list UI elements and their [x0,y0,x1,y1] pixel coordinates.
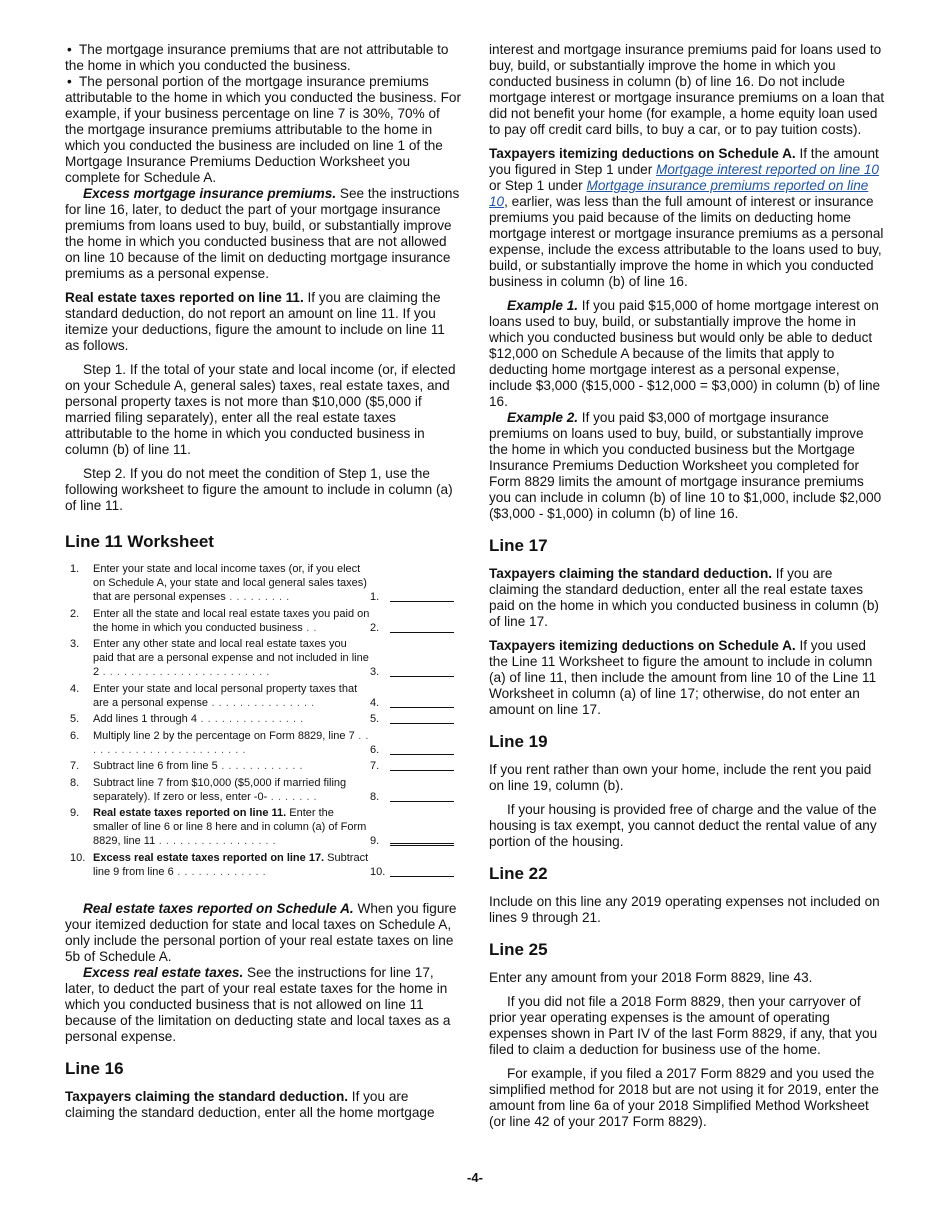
paragraph-text: or Step 1 under [489,178,587,193]
paragraph-text: If you are claiming the standard deduction, enter all the real estate taxes paid on the home in which you conducted business in column (b) of line 17. [489,566,879,629]
paragraph-text: If you paid $15,000 of home mortgage interest on loans used to buy, build, or substantially improve the home in which you conducted business but would only be able to deduct $12,000 on Schedule A because of the limits that apply to deducting home mortgage interest as a personal expense, include $3,000 ($15,000 - $12,000 = $3,000) in column (b) of line 16. [489,298,881,409]
paragraph-text: See the instructions for line 17, later, to deduct the part of your real estate taxes for the home in which you conducted business that is not allowed on line 11 because of the limitation on deducting state and local taxes as a personal expense. [65,964,451,1044]
line-11-worksheet [65,562,462,879]
link-mortgage-insurance-premiums[interactable]: Mortgage insurance premiums reported on line 10 [489,178,869,209]
worksheet-line-ref: 6. [370,743,380,756]
paragraph-line17-itemizing [489,638,886,718]
worksheet-entry-field[interactable] [390,682,454,708]
worksheet-row [65,806,462,848]
section-heading-line-22: Line 22 [489,864,548,883]
worksheet-line-text [93,637,370,679]
worksheet-line-text [93,562,370,604]
paragraph-text: , earlier, was less than the full amount of interest or insurance premiums you paid because of the limits on deducting home mortgage interest or mortgage insurance premiums as a personal expense, include the excess attributable to the loans used to buy, build, or substantially improve the home in which you conducted business in column (b) of line 16. [489,194,884,289]
run-in-heading: Taxpayers claiming the standard deduction. [489,566,773,581]
worksheet-entry-field[interactable] [390,851,454,877]
run-in-heading: Taxpayers itemizing deductions on Schedule A. [489,638,796,653]
leader-dots: . . . . . . . . . . . . . . . . . . . . . . . . [93,729,369,756]
paragraph-line22: Include on this line any 2019 operating expenses not included on lines 9 through 21. [489,894,880,925]
worksheet-line-ref: 3. [370,666,380,678]
leader-dots: . . . . . . . [267,790,318,803]
paragraph-line25-amount: Enter any amount from your 2018 Form 8829, line 43. [489,970,813,985]
bullet-item: • The mortgage insurance premiums that are not attributable to the home in which you conducted the business. [65,42,462,74]
step-1: Step 1. If the total of your state and local income (or, if elected on your Schedule A, general sales) taxes, real estate taxes, and personal property taxes is not more than $10,000 ($5,000 if married filing separately), enter all the real estate taxes attributable to the home in which you conducted business in column (b) of line 11. [65,362,456,457]
paragraph-excess-ret [65,965,462,1045]
leader-dots: . . . . . . . . . . . . . . . . . . . . . . . . [99,666,270,678]
leader-dots: . . . . . . . . . [225,591,290,603]
worksheet-line-text [93,729,370,757]
run-in-heading: Example 1. [507,298,579,313]
worksheet-instruction: Enter all the state and local real estate taxes you paid on the home in which you conducted business [93,607,370,634]
worksheet-row [65,607,462,635]
worksheet-line-ref: 9. [370,835,380,847]
paragraph-excess-mip [65,186,462,282]
leader-dots: . . [302,621,317,634]
run-in-heading: Taxpayers claiming the standard deduction. [65,1088,349,1104]
worksheet-line-number: 10. [70,851,86,864]
paragraph-text: If you used the Line 11 Worksheet to figure the amount to include in column (a) of line 11, then include the amount from line 10 of the Line 11 Worksheet in column (a) of line 17; otherwise, do not enter an amount on line 17. [489,638,877,717]
run-in-heading: Example 2. [507,410,579,425]
worksheet-instruction: Subtract line 6 from line 5 [93,760,218,772]
worksheet-instruction: Enter any other state and local real estate taxes you paid that are a personal expense and not included in line 2 [93,638,369,678]
worksheet-row [65,682,462,710]
paragraph-text: When you figure your itemized deduction for state and local taxes on Schedule A, only include the personal portion of your real estate taxes on line 5b of Schedule A. [65,900,457,964]
worksheet-line-ref: 4. [370,696,380,709]
worksheet-row [65,759,462,773]
run-in-heading: Taxpayers itemizing deductions on Schedule A. [489,146,796,161]
bullet-item: • The personal portion of the mortgage insurance premiums attributable to the home in which you conducted the business. For example, if your business percentage on line 7 is 30%, 70% of the mortgage insurance premiums attributable to the home in which you conducted the business are included on line 1 of the Mortgage Insurance Premiums Deduction Worksheet you complete for Schedule A. [65,74,462,186]
worksheet-instruction: Enter the smaller of line 6 or line 8 here and in column (a) of Form 8829, line 11 [93,807,367,847]
worksheet-row [65,729,462,757]
worksheet-entry-field[interactable] [390,562,454,602]
worksheet-line-text [93,607,370,635]
leader-dots: . . . . . . . . . . . . . . . [207,696,315,709]
example-2 [489,410,886,522]
left-column [65,42,462,1129]
leader-dots: . . . . . . . . . . . . [217,760,304,772]
worksheet-line-ref: 10. [370,865,386,878]
paragraph-line19-rent: If you rent rather than own your home, include the rent you paid on line 19, column (b). [489,762,872,793]
step-2: Step 2. If you do not meet the condition of Step 1, use the following worksheet to figure the amount to include in column (a) of line 11. [65,466,453,513]
worksheet-instruction: Multiply line 2 by the percentage on Form 8829, line 7 [93,729,355,742]
worksheet-entry-field[interactable] [390,776,454,802]
paragraph-text: If you are claiming the standard deduction, enter all the home mortgage [65,1088,435,1120]
worksheet-row [65,562,462,604]
worksheet-line-number: 2. [70,607,80,620]
section-heading-line-16: Line 16 [65,1058,124,1078]
worksheet-row [65,637,462,679]
right-column [489,42,886,1138]
paragraph-text: If the amount you figured in Step 1 under [489,146,879,177]
worksheet-entry-field[interactable] [390,637,454,677]
worksheet-instruction: Enter your state and local income taxes (or, if you elect on Schedule A, your state and local general sales taxes) that are personal expenses [93,563,367,603]
worksheet-entry-field[interactable] [390,607,454,633]
page-number: -4- [467,1170,483,1185]
worksheet-line-text [93,759,370,773]
paragraph-text: If you paid $3,000 of mortgage insurance premiums on loans used to buy, build, or substantially improve the home in which you conducted business but the Mortgage Insurance Premiums Deduction Worksheet you completed for Form 8829 limits the amount of mortgage insurance premiums you can include in column (b) of line 10 to $1,000, include $2,000 ($3,000 - $1,000) in column (b) of line 16. [489,410,882,521]
section-heading-line-19: Line 19 [489,732,548,751]
worksheet-line-text [93,712,370,726]
worksheet-instruction: Subtract line 7 from $10,000 ($5,000 if married filing separately). If zero or less, enter -0- [93,776,347,803]
leader-dots: . . . . . . . . . . . . . . . . . [155,835,277,847]
worksheet-line-text [93,776,370,804]
worksheet-line-number: 6. [70,729,80,742]
worksheet-line-ref: 8. [370,790,380,803]
paragraph-line25-no-form: If you did not file a 2018 Form 8829, then your carryover of prior year operating expenses is the amount of operating expenses shown in Part IV of the last Form 8829, if any, that you filed to claim a deduction for business use of the home. [489,994,878,1057]
worksheet-row [65,712,462,726]
run-in-heading: Real estate taxes reported on Schedule A. [83,900,354,916]
worksheet-row [65,851,462,879]
worksheet-entry-field[interactable] [390,712,454,724]
worksheet-instruction: Enter your state and local personal property taxes that are a personal expense [93,682,358,709]
worksheet-title: Line 11 Worksheet [65,532,214,551]
paragraph-ret-schedule-a [65,901,462,965]
paragraph-ret-line11 [65,290,462,354]
worksheet-instruction: Add lines 1 through 4 [93,713,197,725]
worksheet-entry-field[interactable] [390,729,454,755]
worksheet-line-number: 4. [70,682,80,695]
leader-dots: . . . . . . . . . . . . . . . [196,713,304,725]
worksheet-line-number: 8. [70,776,80,789]
paragraph-line19-free-housing: If your housing is provided free of charge and the value of the housing is tax exempt, you cannot deduct the rental value of any portion of the housing. [489,802,877,849]
run-in-heading: Excess mortgage insurance premiums. [83,186,337,201]
worksheet-line-text [93,806,370,848]
worksheet-line-text [93,851,370,879]
worksheet-line-ref: 5. [370,713,380,725]
worksheet-line-number: 5. [70,713,80,725]
worksheet-line-ref: 7. [370,760,380,772]
worksheet-line-number: 7. [70,760,80,772]
worksheet-row [65,776,462,804]
paragraph-continued: interest and mortgage insurance premiums paid for loans used to buy, build, or substantially improve the home in which you conducted business in column (b) of line 16. Do not include mortgage interest or mortgage insurance premiums on a loan that did not benefit your home (for example, a home equity loan used to pay off credit card bills, to buy a car, or to pay tuition costs). [489,42,885,137]
example-1 [489,298,886,410]
paragraph-line16-standard [65,1089,462,1121]
worksheet-bold-label: Excess real estate taxes reported on line 17. [93,851,325,864]
worksheet-line-ref: 1. [370,591,380,603]
paragraph-line17-standard [489,566,886,630]
worksheet-entry-field[interactable] [390,759,454,771]
worksheet-line-number: 3. [70,638,80,650]
worksheet-line-number: 9. [70,807,80,819]
worksheet-line-text [93,682,370,710]
paragraph-line16-itemizing [489,146,886,290]
leader-dots: . . . . . . . . . . . . . [173,865,267,878]
section-heading-line-17: Line 17 [489,536,548,555]
run-in-heading: Excess real estate taxes. [83,964,244,980]
worksheet-instruction: Subtract line 9 from line 6 [93,851,369,878]
link-mortgage-interest[interactable]: Mortgage interest reported on line 10 [656,162,879,177]
worksheet-entry-field[interactable] [390,806,454,846]
section-heading-line-25: Line 25 [489,940,548,959]
paragraph-line25-example: For example, if you filed a 2017 Form 8829 and you used the simplified method for 2018 but are not using it for 2019, enter the amount from line 6a of your 2018 Simplified Method Worksheet (or line 42 of your 2017 Form 8829). [489,1066,879,1129]
worksheet-line-number: 1. [70,563,80,575]
worksheet-bold-label: Real estate taxes reported on line 11. [93,807,287,819]
worksheet-line-ref: 2. [370,621,380,634]
paragraph-text: See the instructions for line 16, later, to deduct the part of your mortgage insurance premiums from loans used to buy, build, or substantially improve the home in which you conducted business that are not allowed on line 10 because of the limit on deducting mortgage insurance premiums as a personal expense. [65,186,460,281]
paragraph-text: If you are claiming the standard deduction, do not report an amount on line 11. If you itemize your deductions, figure the amount to include on line 11 as follows. [65,290,445,353]
run-in-heading: Real estate taxes reported on line 11. [65,290,304,305]
